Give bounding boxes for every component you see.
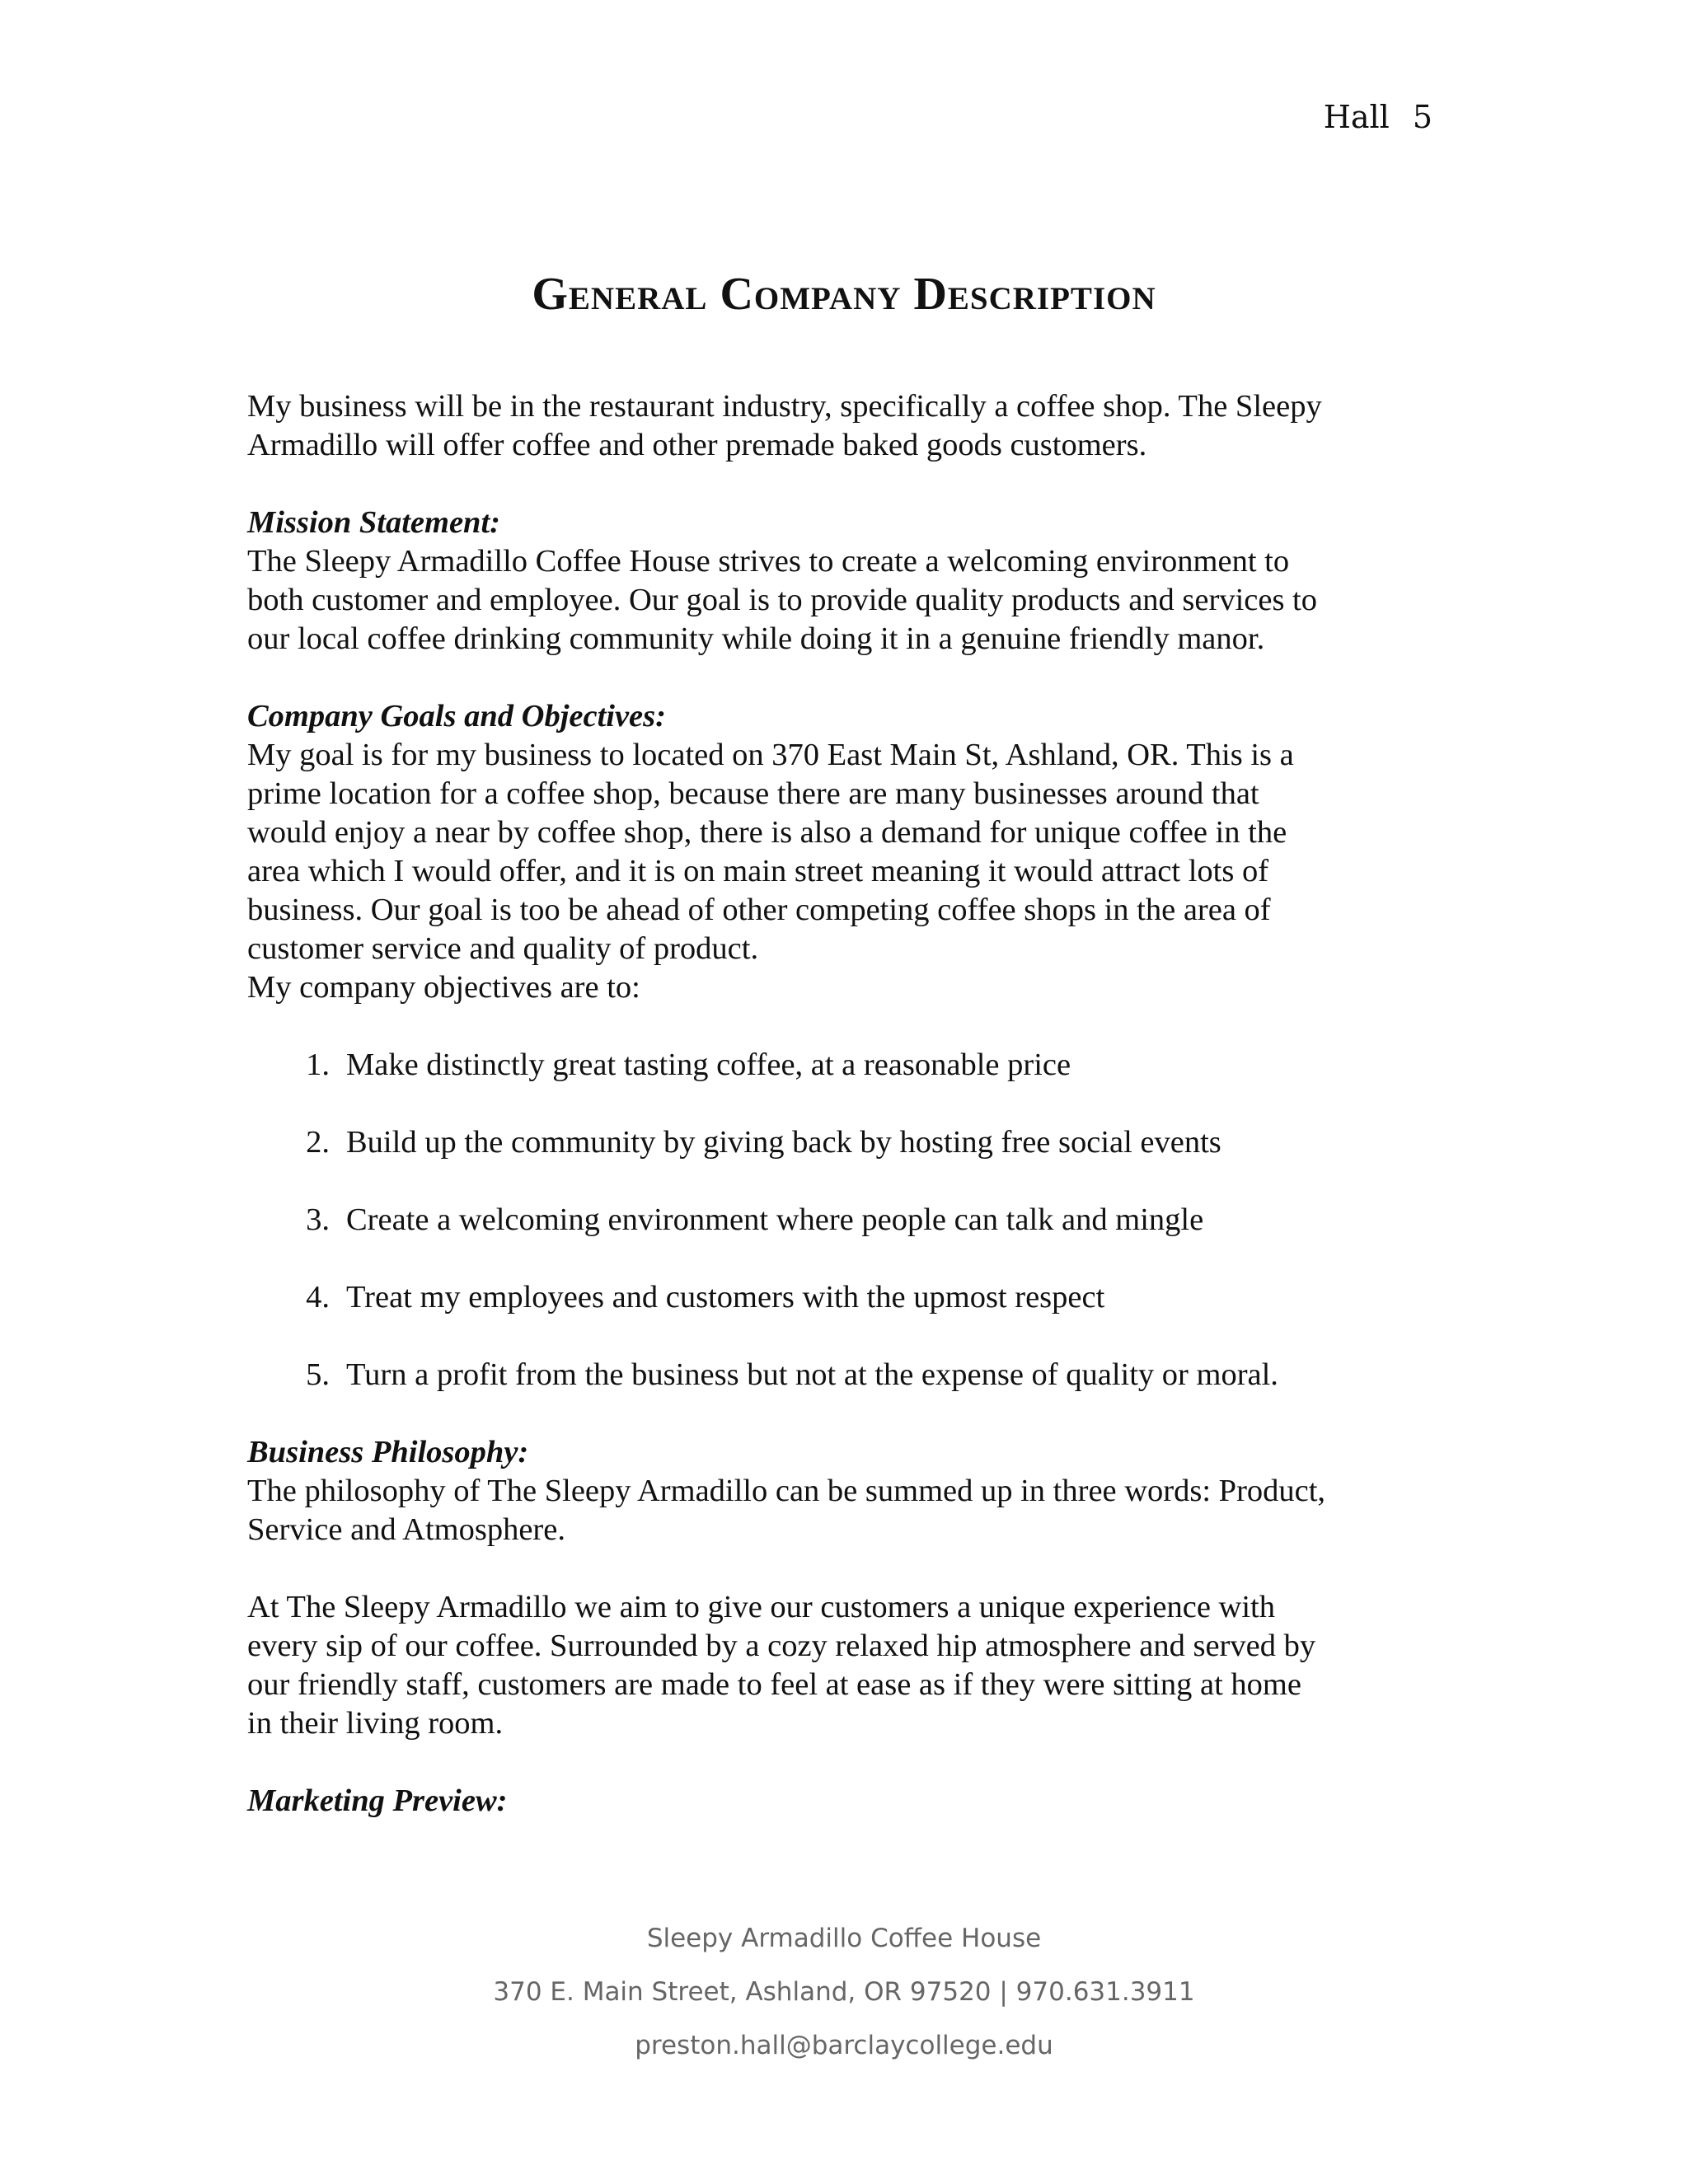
goals-line: My company objectives are to: — [247, 970, 640, 1005]
objective-item: 3. Create a welcoming environment where people can talk and mingle — [306, 1202, 1204, 1237]
mission-heading: Mission Statement: — [247, 505, 500, 540]
philosophy-line: The philosophy of The Sleepy Armadillo can be summed up in three words: Product, — [247, 1474, 1326, 1508]
philosophy-heading: Business Philosophy: — [247, 1435, 529, 1469]
philosophy-line: our friendly staff, customers are made to feel at ease as if they were sitting at home — [247, 1667, 1301, 1702]
goals-line: prime location for a coffee shop, because there are many businesses around that — [247, 776, 1259, 811]
footer-address: 370 E. Main Street, Ashland, OR 97520 | 970.631.3911 — [493, 1977, 1195, 2007]
document-body — [247, 387, 1442, 1821]
page-header — [1324, 99, 1432, 135]
goals-line: My goal is for my business to located on 370 East Main St, Ashland, OR. This is a — [247, 738, 1294, 772]
philosophy-line: At The Sleepy Armadillo we aim to give our customers a unique experience with — [247, 1590, 1276, 1624]
goals-line: would enjoy a near by coffee shop, there is also a demand for unique coffee in the — [247, 815, 1287, 850]
intro-line: My business will be in the restaurant industry, specifically a coffee shop. The Sleepy — [247, 389, 1322, 424]
footer-email: preston.hall@barclaycollege.edu — [635, 2031, 1053, 2060]
intro-line: Armadillo will offer coffee and other premade baked goods customers. — [247, 428, 1147, 462]
footer-company: Sleepy Armadillo Coffee House — [646, 1924, 1042, 1953]
objective-item: 5. Turn a profit from the business but not at the expense of quality or moral. — [306, 1357, 1278, 1392]
philosophy-line: every sip of our coffee. Surrounded by a cozy relaxed hip atmosphere and served by — [247, 1629, 1316, 1663]
philosophy-line: in their living room. — [247, 1706, 504, 1741]
author-name: Hall — [1323, 99, 1390, 135]
mission-line: our local coffee drinking community while doing it in a genuine friendly manor. — [247, 621, 1265, 656]
marketing-heading: Marketing Preview: — [247, 1783, 508, 1818]
objective-item: 1. Make distinctly great tasting coffee, at a reasonable price — [306, 1047, 1071, 1082]
page-title: General Company Description — [532, 269, 1156, 320]
mission-line: The Sleepy Armadillo Coffee House strives to create a welcoming environment to — [247, 544, 1290, 579]
goals-line: area which I would offer, and it is on main street meaning it would attract lots of — [247, 854, 1269, 888]
objectives-list — [247, 1046, 1442, 1394]
page-number: 5 — [1412, 99, 1432, 135]
goals-line: business. Our goal is too be ahead of other competing coffee shops in the area of — [247, 893, 1271, 927]
objective-item: 2. Build up the community by giving back by hosting free social events — [306, 1125, 1221, 1160]
goals-heading: Company Goals and Objectives: — [247, 699, 666, 733]
goals-line: customer service and quality of product. — [247, 931, 759, 966]
philosophy-line: Service and Atmosphere. — [247, 1512, 565, 1547]
mission-line: both customer and employee. Our goal is to provide quality products and services to — [247, 583, 1318, 617]
objective-item: 4. Treat my employees and customers with the upmost respect — [306, 1280, 1105, 1315]
